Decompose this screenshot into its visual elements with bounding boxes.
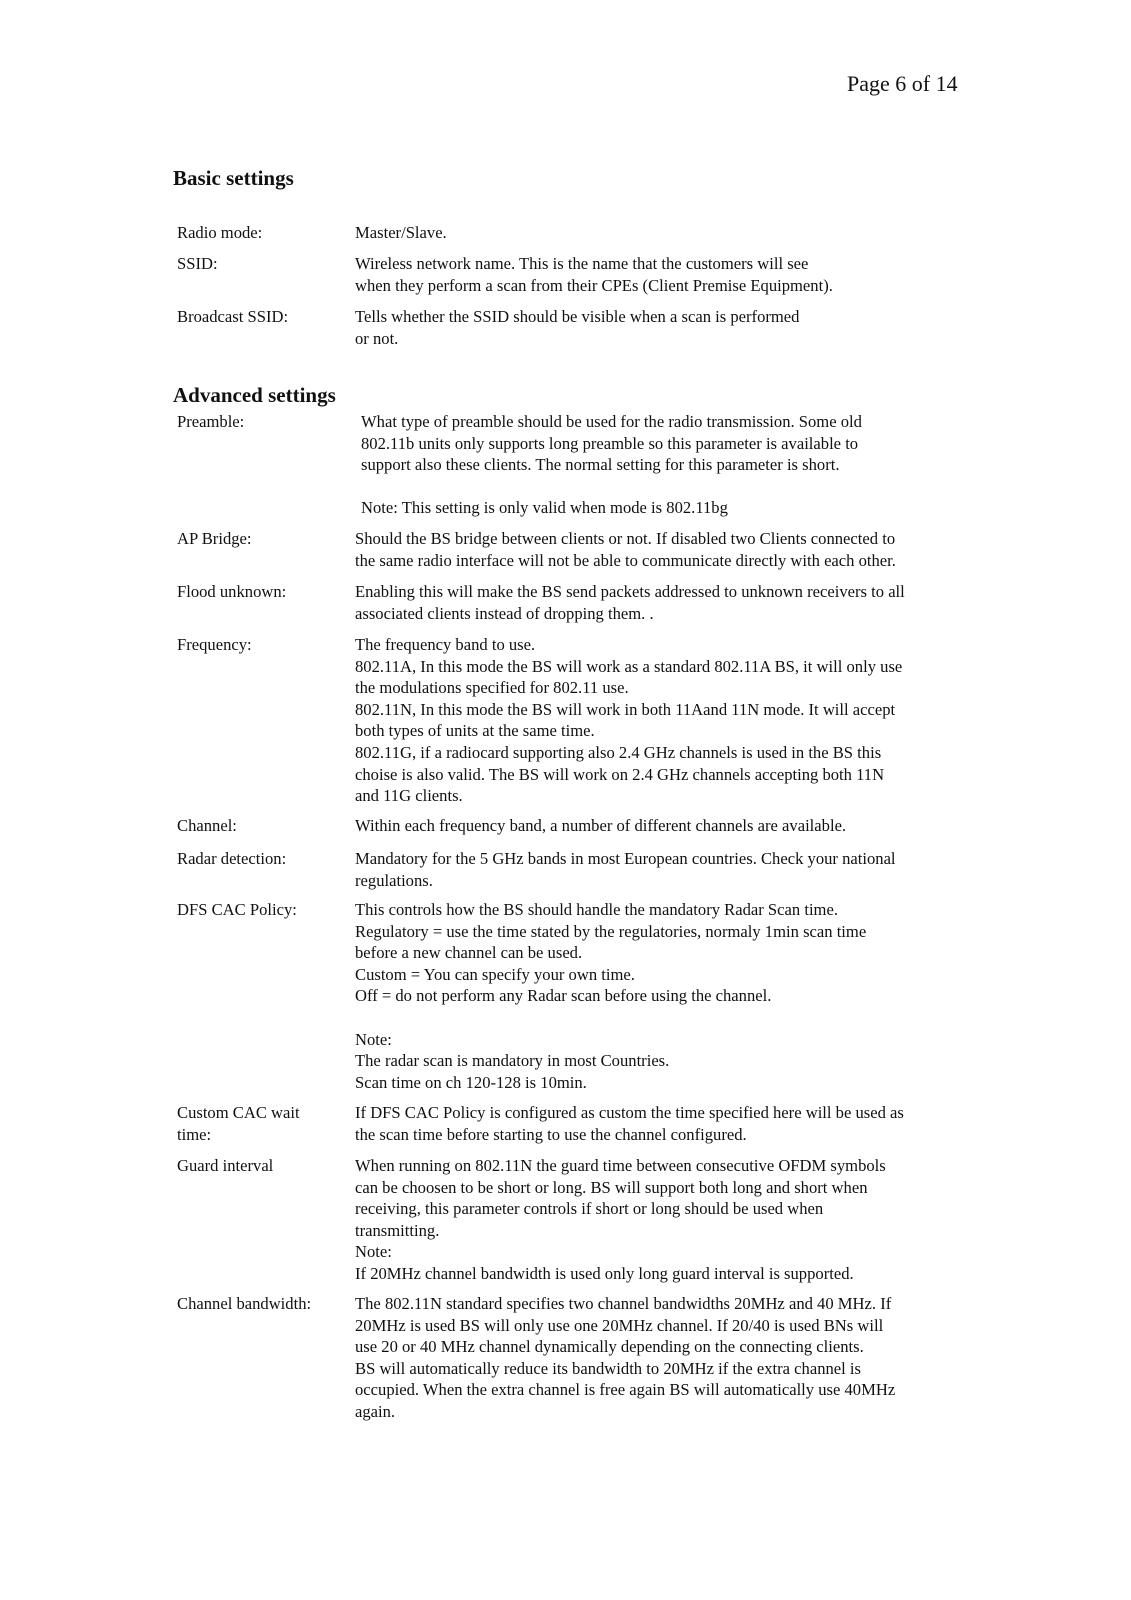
setting-term-line: Radio mode: (177, 223, 263, 242)
setting-description-line: regulations. (355, 870, 433, 890)
paragraph-gap (361, 476, 1001, 498)
basic-settings-heading: Basic settings (173, 166, 294, 190)
setting-description-line: Note: This setting is only valid when mode is 802.11bg (361, 498, 728, 518)
setting-description-line: the scan time before starting to use the channel configured. (355, 1124, 747, 1144)
setting-description-line: Master/Slave. (355, 223, 447, 242)
setting-term-line: Flood unknown: (177, 582, 287, 601)
setting-description-line: both types of units at the same time. (355, 721, 595, 741)
setting-description (355, 1293, 995, 1423)
setting-description-line: 20MHz is used BS will only use one 20MHz channel. If 20/40 is used BNs will (355, 1315, 884, 1335)
setting-term-line: time: (177, 1124, 212, 1144)
setting-term-line: Channel bandwidth: (177, 1294, 312, 1313)
setting-description-line: associated clients instead of dropping them. . (355, 603, 654, 623)
setting-term-line: SSID: (177, 254, 218, 273)
setting-term (177, 1102, 339, 1145)
setting-term (177, 528, 339, 550)
page-number: Page 6 of 14 (847, 71, 958, 96)
setting-description-line: Enabling this will make the BS send packets addressed to unknown receivers to all (355, 582, 905, 601)
setting-term (177, 253, 339, 275)
setting-description-line: 802.11G, if a radiocard supporting also 2.4 GHz channels is used in the BS this (355, 742, 882, 762)
setting-term (177, 581, 339, 603)
setting-description-line: can be choosen to be short or long. BS will support both long and short when (355, 1177, 868, 1197)
setting-description-line: the modulations specified for 802.11 use. (355, 678, 629, 698)
setting-description-line: receiving, this parameter controls if short or long should be used when (355, 1199, 824, 1219)
setting-term (177, 634, 339, 656)
setting-description-line: What type of preamble should be used for the radio transmission. Some old (361, 412, 862, 431)
paragraph-gap (355, 1007, 995, 1029)
setting-description (355, 306, 995, 349)
setting-term (177, 1155, 339, 1177)
setting-description-line: choise is also valid. The BS will work on 2.4 GHz channels accepting both 11N (355, 764, 885, 784)
setting-description (355, 1102, 995, 1145)
setting-description-line: Regulatory = use the time stated by the regulatories, normaly 1min scan time (355, 921, 867, 941)
setting-term-line: Preamble: (177, 412, 245, 431)
setting-description-line: use 20 or 40 MHz channel dynamically depending on the connecting clients. (355, 1337, 864, 1357)
setting-description-line: Custom = You can specify your own time. (355, 964, 635, 984)
setting-term (177, 411, 339, 433)
setting-term-line: Broadcast SSID: (177, 307, 289, 326)
setting-description-line: When running on 802.11N the guard time between consecutive OFDM symbols (355, 1156, 886, 1175)
setting-description-line: or not. (355, 328, 399, 348)
setting-term-line: Custom CAC wait (177, 1103, 300, 1122)
setting-description-line: 802.11N, In this mode the BS will work in both 11Aand 11N mode. It will accept (355, 699, 896, 719)
setting-description-line: before a new channel can be used. (355, 943, 583, 963)
setting-description (355, 815, 995, 837)
setting-term (177, 1293, 339, 1315)
setting-description-line: BS will automatically reduce its bandwidth to 20MHz if the extra channel is (355, 1358, 861, 1378)
setting-term (177, 815, 339, 837)
setting-description-line: support also these clients. The normal setting for this parameter is short. (361, 455, 840, 475)
setting-term (177, 306, 339, 328)
setting-description (355, 528, 995, 571)
setting-term (177, 848, 339, 870)
setting-description-line: This controls how the BS should handle the mandatory Radar Scan time. (355, 900, 838, 919)
setting-description-line: transmitting. (355, 1220, 440, 1240)
setting-description-line: again. (355, 1401, 396, 1421)
setting-term (177, 899, 339, 921)
setting-description (355, 848, 995, 891)
setting-description-line: Mandatory for the 5 GHz bands in most European countries. Check your national (355, 849, 896, 868)
setting-description (355, 634, 995, 807)
setting-description-line: Note: (355, 1029, 392, 1049)
setting-description-line: Off = do not perform any Radar scan before using the channel. (355, 986, 772, 1006)
setting-description-line: when they perform a scan from their CPEs (Client Premise Equipment). (355, 275, 833, 295)
setting-description-line: The 802.11N standard specifies two channel bandwidths 20MHz and 40 MHz. If (355, 1294, 892, 1313)
setting-description-line: and 11G clients. (355, 786, 463, 806)
setting-term-line: AP Bridge: (177, 529, 252, 548)
setting-term-line: Guard interval (177, 1156, 274, 1175)
setting-description-line: occupied. When the extra channel is free again BS will automatically use 40MHz (355, 1380, 896, 1400)
setting-description-line: Tells whether the SSID should be visible when a scan is performed (355, 307, 800, 326)
setting-term-line: Channel: (177, 816, 237, 835)
setting-term-line: Radar detection: (177, 849, 287, 868)
setting-description-line: Wireless network name. This is the name that the customers will see (355, 254, 809, 273)
setting-term (177, 222, 339, 244)
setting-description-line: 802.11A, In this mode the BS will work as a standard 802.11A BS, it will only use (355, 656, 903, 676)
setting-description (355, 1155, 995, 1285)
setting-description (355, 899, 995, 1093)
setting-description-line: If DFS CAC Policy is configured as custom the time specified here will be used as (355, 1103, 904, 1122)
advanced-settings-heading: Advanced settings (173, 383, 336, 407)
setting-description-line: Note: (355, 1242, 392, 1262)
setting-description-line: The radar scan is mandatory in most Countries. (355, 1051, 670, 1071)
setting-description-line: If 20MHz channel bandwidth is used only long guard interval is supported. (355, 1263, 854, 1283)
setting-description-line: Should the BS bridge between clients or not. If disabled two Clients connected to (355, 529, 896, 548)
setting-term-line: DFS CAC Policy: (177, 900, 297, 919)
setting-description-line: 802.11b units only supports long preamble so this parameter is available to (361, 433, 859, 453)
setting-description (361, 411, 1001, 519)
setting-term-line: Frequency: (177, 635, 252, 654)
setting-description-line: Within each frequency band, a number of different channels are available. (355, 816, 847, 835)
setting-description (355, 222, 995, 244)
setting-description-line: Scan time on ch 120-128 is 10min. (355, 1072, 587, 1092)
setting-description (355, 253, 995, 296)
setting-description (355, 581, 995, 624)
setting-description-line: The frequency band to use. (355, 635, 536, 654)
setting-description-line: the same radio interface will not be able to communicate directly with each other. (355, 550, 896, 570)
